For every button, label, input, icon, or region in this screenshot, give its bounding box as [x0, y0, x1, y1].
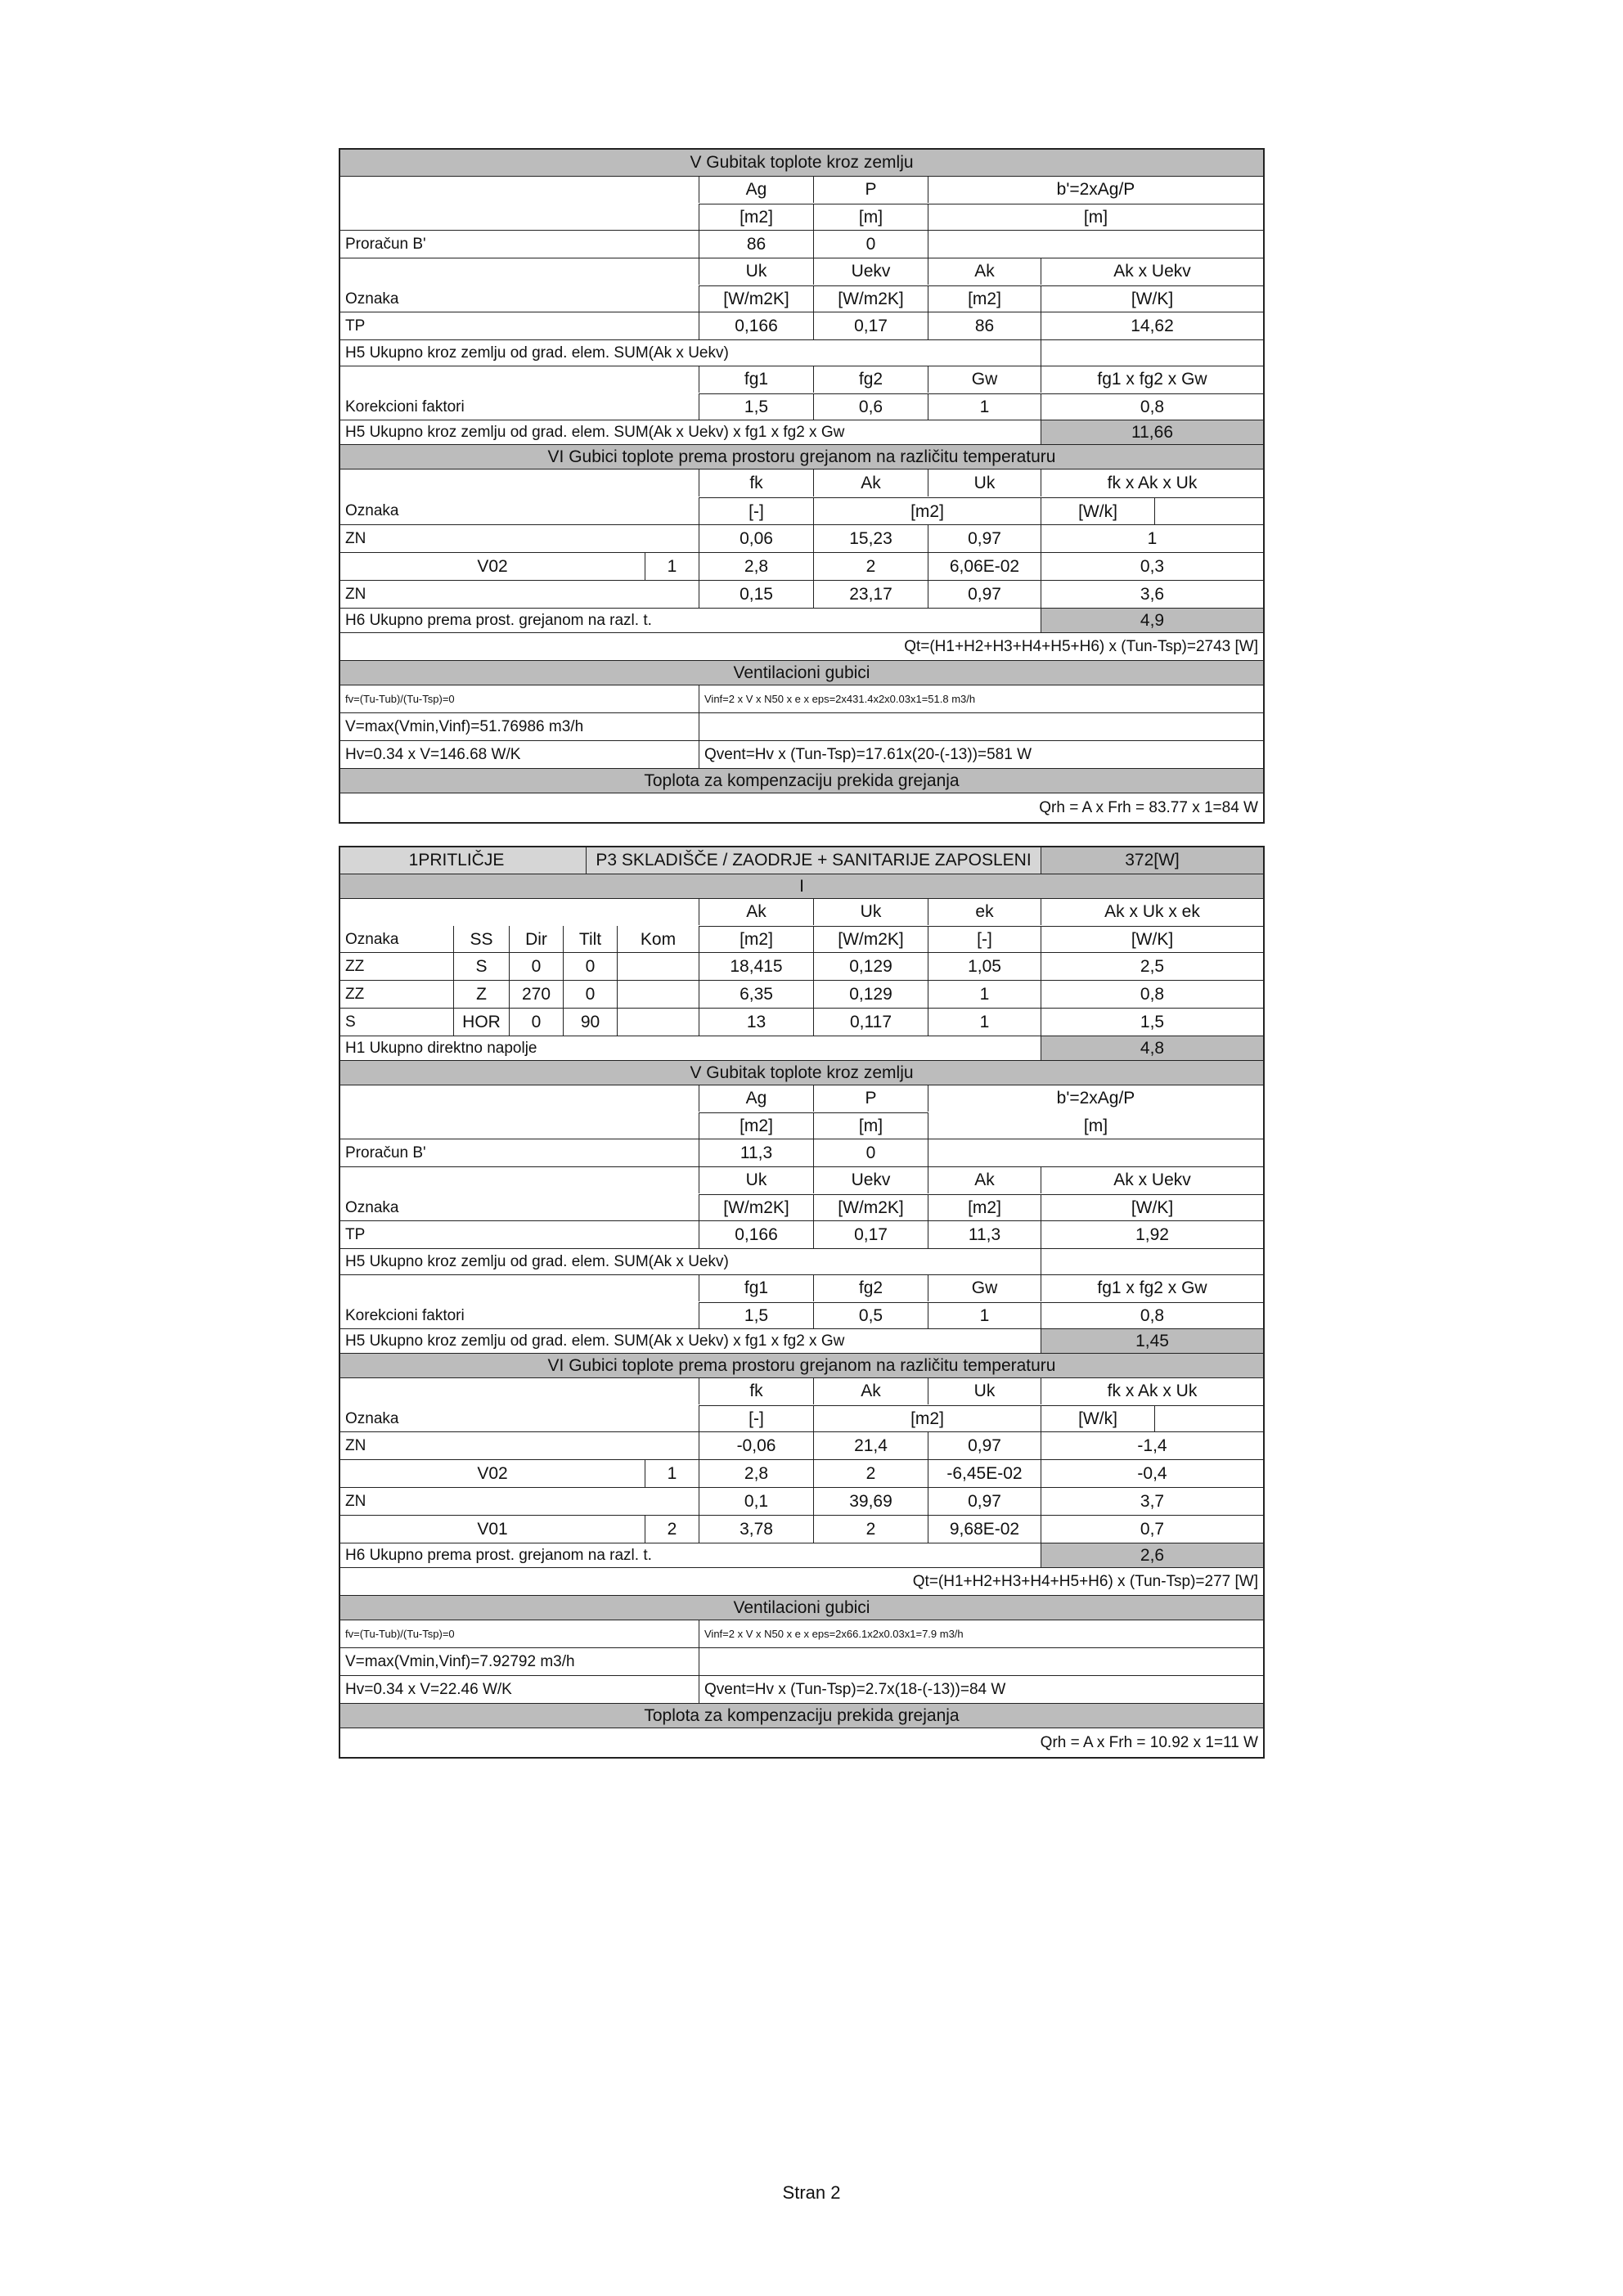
- row-uk: 0,97: [928, 1432, 1041, 1459]
- row-uk: -6,45E-02: [928, 1460, 1041, 1487]
- row-ss: HOR: [453, 1009, 509, 1036]
- fg1-value: 1,5: [699, 393, 813, 420]
- qrh-value: Qrh = A x Frh = 10.92 x 1=11 W: [1040, 1733, 1258, 1751]
- korek-block: [340, 1274, 1263, 1328]
- page-number: Stran 2: [782, 2182, 841, 2203]
- room-table-p3: [339, 846, 1265, 1759]
- col-fk: fk: [699, 470, 813, 496]
- section-header-komp: [340, 1703, 1263, 1728]
- col-uk: Uk: [699, 1167, 813, 1193]
- section-title: Toplota za kompenzaciju prekida grejanja: [340, 1704, 1263, 1728]
- row-fk: 0,1: [699, 1488, 813, 1515]
- section-title: VI Gubici toplote prema prostoru grejanom na različitu temperaturu: [340, 445, 1263, 469]
- unit-m2: [m2]: [699, 204, 813, 231]
- room-name: P3 SKLADIŠČE / ZAODRJE + SANITARIJE ZAPOSLENI: [586, 847, 1041, 874]
- qt-row: [340, 632, 1263, 660]
- vinf-value: Vinf=2 x V x N50 x e x eps=2x66.1x2x0.03x1=7.9 m3/h: [699, 1620, 1263, 1647]
- value-p: 0: [813, 231, 928, 258]
- tp-label: TP: [345, 1225, 366, 1243]
- col-uk: Uk: [928, 1378, 1041, 1404]
- h6-label: H6 Ukupno prema prost. grejanom na razl. t.: [345, 1546, 652, 1564]
- fg2-value: 0,5: [813, 1302, 928, 1329]
- room-subheader: [340, 874, 1263, 898]
- col-ek: ek: [928, 899, 1041, 925]
- row-kom: [617, 1009, 699, 1036]
- vinf-value: Vinf=2 x V x N50 x e x eps=2x431.4x2x0.03x1=51.8 m3/h: [699, 685, 1263, 712]
- h5-sum-row: [340, 1248, 1263, 1274]
- value-b: [928, 231, 1263, 258]
- unit-wk: [W/K]: [1041, 1194, 1263, 1221]
- h5-sum-value: [1041, 1249, 1263, 1274]
- row-fk: 2,8: [699, 553, 813, 580]
- qvent-value: Qvent=Hv x (Tun-Tsp)=2.7x(18-(-13))=84 W: [699, 1676, 1263, 1703]
- tp-result: 1,92: [1041, 1221, 1263, 1248]
- h5-total-row: [340, 1328, 1263, 1353]
- temp-row: [340, 552, 1263, 580]
- fg-result-value: 0,8: [1041, 393, 1263, 420]
- row-name: ZN: [345, 585, 366, 603]
- hv-value: Hv=0.34 x V=22.46 W/K: [345, 1680, 512, 1698]
- section-title: V Gubitak toplote kroz zemlju: [340, 1061, 1263, 1085]
- tp-row: [340, 1220, 1263, 1248]
- oznaka-label: Oznaka: [345, 930, 399, 948]
- col-fg1: fg1: [699, 366, 813, 393]
- row-ek: 1: [928, 981, 1041, 1008]
- tp-uekv: 0,17: [813, 312, 928, 339]
- row-tilt: 0: [563, 953, 617, 980]
- row-count: 2: [645, 1516, 699, 1543]
- qt-value: Qt=(H1+H2+H3+H4+H5+H6) x (Tun-Tsp)=277 [W]: [912, 1572, 1258, 1590]
- row-uk: 0,97: [928, 525, 1041, 552]
- unit-wk: [W/k]: [1041, 497, 1155, 525]
- row-sub: V02: [477, 556, 508, 576]
- temp-row: [340, 524, 1263, 552]
- row-result: 1,5: [1041, 1009, 1263, 1036]
- room-header: [340, 847, 1263, 874]
- sub-mark: I: [340, 874, 1263, 898]
- row-dir: 0: [509, 953, 563, 980]
- col-uekv: Uekv: [813, 1167, 928, 1193]
- section-title: V Gubitak toplote kroz zemlju: [340, 150, 1263, 176]
- h5-sum-label: H5 Ukupno kroz zemlju od grad. elem. SUM(Ak x Uekv): [345, 344, 729, 362]
- value-ag: 86: [699, 231, 813, 258]
- section-header-vent: [340, 660, 1263, 685]
- section-title: Toplota za kompenzaciju prekida grejanja: [340, 769, 1263, 793]
- row-uk: 0,129: [813, 953, 928, 980]
- row-ss: S: [453, 953, 509, 980]
- hv-value: Hv=0.34 x V=146.68 W/K: [345, 745, 521, 763]
- row-result: 2,5: [1041, 953, 1263, 980]
- row-result: 0,7: [1041, 1516, 1263, 1543]
- unit-wk: [W/k]: [1041, 1405, 1155, 1432]
- temp-row: [340, 1487, 1263, 1515]
- row-ek: 1,05: [928, 953, 1041, 980]
- value-p: 0: [813, 1139, 928, 1166]
- section-header-ground: [340, 150, 1263, 176]
- fg2-value: 0,6: [813, 393, 928, 420]
- col-fg1: fg1: [699, 1275, 813, 1301]
- row-ak: 2: [813, 553, 928, 580]
- h6-total: 4,9: [1041, 609, 1263, 632]
- unit-m2-b: [m2]: [928, 1194, 1041, 1221]
- col-gw: Gw: [928, 366, 1041, 393]
- row-name: ZZ: [345, 985, 365, 1003]
- fv-value: fv=(Tu-Tub)/(Tu-Tsp)=0: [345, 1628, 455, 1640]
- direct-row: [340, 952, 1263, 980]
- col-b: b'=2xAg/P: [928, 177, 1263, 203]
- h5-total-value: 1,45: [1041, 1329, 1263, 1353]
- col-ak: Ak: [699, 899, 813, 925]
- unit-empty: [1155, 497, 1263, 525]
- col-ak: Ak: [928, 1167, 1041, 1193]
- unit-dash: [-]: [928, 926, 1041, 953]
- unit-m2: [m2]: [699, 926, 813, 953]
- unit-dash: [-]: [699, 497, 813, 525]
- col-tilt: Tilt: [563, 926, 617, 953]
- row-tilt: 0: [563, 981, 617, 1008]
- calc-b-row: [340, 230, 1263, 258]
- vent-row: [340, 1647, 1263, 1675]
- vent-row: [340, 685, 1263, 712]
- col-p: P: [813, 1085, 928, 1112]
- gw-value: 1: [928, 393, 1041, 420]
- unit-wk: [W/K]: [1041, 926, 1263, 953]
- row-sub: V01: [477, 1519, 508, 1539]
- row-sub: V02: [477, 1463, 508, 1483]
- oznaka-label: Oznaka: [345, 1198, 399, 1216]
- h6-row: [340, 608, 1263, 632]
- row-result: 3,7: [1041, 1488, 1263, 1515]
- col-result: Ak x Uk x ek: [1041, 899, 1263, 925]
- unit-empty: [1155, 1405, 1263, 1432]
- row-ak: 18,415: [699, 953, 813, 980]
- row-kom: [617, 953, 699, 980]
- vent-empty: [699, 713, 1263, 740]
- value-b: [928, 1139, 1263, 1166]
- temp-header: [340, 469, 1263, 524]
- h5-sum-label: H5 Ukupno kroz zemlju od grad. elem. SUM(Ak x Uekv): [345, 1252, 729, 1270]
- ground-header: [340, 1166, 1263, 1220]
- row-name: ZN: [345, 1436, 366, 1454]
- h5-total-row: [340, 420, 1263, 444]
- qt-row: [340, 1567, 1263, 1595]
- col-ag: Ag: [699, 177, 813, 203]
- unit-wm2k-2: [W/m2K]: [813, 285, 928, 312]
- unit-dash: [-]: [699, 1405, 813, 1432]
- h5-sum-value: [1041, 340, 1263, 366]
- unit-m2-b: [m2]: [928, 285, 1041, 312]
- row-ak: 2: [813, 1516, 928, 1543]
- korek-label: Korekcioni faktori: [345, 398, 465, 416]
- col-uk: Uk: [699, 258, 813, 285]
- vmax-value: V=max(Vmin,Vinf)=51.76986 m3/h: [345, 717, 584, 735]
- vent-row: [340, 740, 1263, 768]
- direct-row: [340, 1008, 1263, 1036]
- row-result: 0,8: [1041, 981, 1263, 1008]
- oznaka-label: Oznaka: [345, 290, 399, 308]
- ground-header: [340, 258, 1263, 312]
- row-ak: 6,35: [699, 981, 813, 1008]
- row-uk: 0,97: [928, 581, 1041, 608]
- row-dir: 270: [509, 981, 563, 1008]
- col-gw: Gw: [928, 1275, 1041, 1301]
- vmax-value: V=max(Vmin,Vinf)=7.92792 m3/h: [345, 1652, 575, 1670]
- section-title: VI Gubici toplote prema prostoru grejanom na različitu temperaturu: [340, 1354, 1263, 1377]
- ground-loss-table-1: [339, 148, 1265, 824]
- qvent-value: Qvent=Hv x (Tun-Tsp)=17.61x(20-(-13))=581 W: [699, 741, 1263, 768]
- temp-header: [340, 1377, 1263, 1431]
- value-ag: 11,3: [699, 1139, 813, 1166]
- unit-wk: [W/K]: [1041, 285, 1263, 312]
- col-p: P: [813, 177, 928, 203]
- row-dir: 0: [509, 1009, 563, 1036]
- h1-row: [340, 1036, 1263, 1060]
- col-fg-result: fg1 x fg2 x Gw: [1041, 366, 1263, 393]
- calc-label: Proračun B': [345, 235, 426, 253]
- section-title: Ventilacioni gubici: [340, 1596, 1263, 1620]
- row-name: S: [345, 1013, 356, 1031]
- row-result: -0,4: [1041, 1460, 1263, 1487]
- unit-m2: [m2]: [813, 497, 1041, 525]
- col-fk-result: fk x Ak x Uk: [1041, 470, 1263, 496]
- section-header-ground: [340, 1060, 1263, 1085]
- row-count: 1: [645, 553, 699, 580]
- row-result: 0,3: [1041, 553, 1263, 580]
- calc-b-row: [340, 1139, 1263, 1166]
- tp-uekv: 0,17: [813, 1221, 928, 1248]
- col-akuekv: Ak x Uekv: [1041, 258, 1263, 285]
- row-name: ZZ: [345, 957, 365, 975]
- row-fk: 3,78: [699, 1516, 813, 1543]
- tp-row: [340, 312, 1263, 339]
- fv-value: fv=(Tu-Tub)/(Tu-Tsp)=0: [345, 693, 455, 705]
- col-ak: Ak: [813, 1378, 928, 1404]
- unit-wm2k: [W/m2K]: [813, 926, 928, 953]
- row-uk: 0,117: [813, 1009, 928, 1036]
- row-ak: 13: [699, 1009, 813, 1036]
- col-fg2: fg2: [813, 366, 928, 393]
- calc-label: Proračun B': [345, 1144, 426, 1161]
- qrh-row: [340, 793, 1263, 822]
- h6-total: 2,6: [1041, 1543, 1263, 1567]
- vent-row: [340, 1620, 1263, 1647]
- vent-row: [340, 712, 1263, 740]
- unit-m-b: [m]: [928, 1112, 1263, 1139]
- qrh-value: Qrh = A x Frh = 83.77 x 1=84 W: [1039, 798, 1258, 816]
- h6-row: [340, 1543, 1263, 1567]
- unit-wm2k-2: [W/m2K]: [813, 1194, 928, 1221]
- row-name: ZN: [345, 1492, 366, 1510]
- unit-m-b: [m]: [928, 204, 1263, 231]
- unit-m2: [m2]: [699, 1112, 813, 1139]
- oznaka-label: Oznaka: [345, 1409, 399, 1427]
- row-ak: 15,23: [813, 525, 928, 552]
- col-b: b'=2xAg/P: [928, 1085, 1263, 1112]
- col-uekv: Uekv: [813, 258, 928, 285]
- row-count: 1: [645, 1460, 699, 1487]
- col-fg-result: fg1 x fg2 x Gw: [1041, 1275, 1263, 1301]
- col-fk: fk: [699, 1378, 813, 1404]
- unit-m: [m]: [813, 1112, 928, 1139]
- tp-ak: 11,3: [928, 1221, 1041, 1248]
- row-uk: 6,06E-02: [928, 553, 1041, 580]
- col-fk-result: fk x Ak x Uk: [1041, 1378, 1263, 1404]
- col-uk: Uk: [928, 470, 1041, 496]
- row-kom: [617, 981, 699, 1008]
- h1-label: H1 Ukupno direktno napolje: [345, 1039, 537, 1057]
- col-ag: Ag: [699, 1085, 813, 1112]
- direct-row: [340, 980, 1263, 1008]
- unit-wm2k: [W/m2K]: [699, 1194, 813, 1221]
- korek-label: Korekcioni faktori: [345, 1306, 465, 1324]
- gw-value: 1: [928, 1302, 1041, 1329]
- col-dir: Dir: [509, 926, 563, 953]
- row-uk: 0,97: [928, 1488, 1041, 1515]
- row-uk: 0,129: [813, 981, 928, 1008]
- row-fk: 0,15: [699, 581, 813, 608]
- direct-header: [340, 898, 1263, 952]
- row-ak: 39,69: [813, 1488, 928, 1515]
- col-akuekv: Ak x Uekv: [1041, 1167, 1263, 1193]
- tp-result: 14,62: [1041, 312, 1263, 339]
- row-ek: 1: [928, 1009, 1041, 1036]
- room-header-gap: [573, 847, 586, 874]
- row-fk: 2,8: [699, 1460, 813, 1487]
- qt-value: Qt=(H1+H2+H3+H4+H5+H6) x (Tun-Tsp)=2743 [W]: [904, 637, 1258, 655]
- section-header-komp: [340, 768, 1263, 793]
- row-ak: 21,4: [813, 1432, 928, 1459]
- row-uk: 9,68E-02: [928, 1516, 1041, 1543]
- h1-total: 4,8: [1041, 1036, 1263, 1060]
- tp-uk: 0,166: [699, 1221, 813, 1248]
- temp-row: [340, 1515, 1263, 1543]
- row-fk: 0,06: [699, 525, 813, 552]
- row-result: 1: [1041, 525, 1263, 552]
- col-ss: SS: [453, 926, 509, 953]
- row-tilt: 90: [563, 1009, 617, 1036]
- section-title: Ventilacioni gubici: [340, 661, 1263, 685]
- temp-row: [340, 1431, 1263, 1459]
- oznaka-label: Oznaka: [345, 502, 399, 519]
- col-ak: Ak: [813, 470, 928, 496]
- row-ak: 2: [813, 1460, 928, 1487]
- row-result: -1,4: [1041, 1432, 1263, 1459]
- temp-row: [340, 580, 1263, 608]
- col-uk: Uk: [813, 899, 928, 925]
- floor-label: 1PRITLIČJE: [340, 847, 573, 874]
- h5-total-label: H5 Ukupno kroz zemlju od grad. elem. SUM(Ak x Uekv) x fg1 x fg2 x Gw: [345, 1332, 845, 1350]
- room-power: 372[W]: [1041, 847, 1263, 874]
- fg1-value: 1,5: [699, 1302, 813, 1329]
- row-name: ZN: [345, 529, 366, 547]
- h5-total-label: H5 Ukupno kroz zemlju od grad. elem. SUM(Ak x Uekv) x fg1 x fg2 x Gw: [345, 423, 845, 441]
- temp-row: [340, 1459, 1263, 1487]
- korek-block: [340, 366, 1263, 420]
- row-fk: -0,06: [699, 1432, 813, 1459]
- section-header-temp: [340, 444, 1263, 469]
- row-result: 3,6: [1041, 581, 1263, 608]
- unit-m2: [m2]: [813, 1405, 1041, 1432]
- unit-m: [m]: [813, 204, 928, 231]
- qrh-row: [340, 1728, 1263, 1757]
- row-ak: 23,17: [813, 581, 928, 608]
- calc-b-header: [340, 176, 1263, 230]
- fg-result-value: 0,8: [1041, 1302, 1263, 1329]
- tp-uk: 0,166: [699, 312, 813, 339]
- col-kom: Kom: [617, 926, 699, 953]
- h5-sum-row: [340, 339, 1263, 366]
- section-header-vent: [340, 1595, 1263, 1620]
- vent-empty: [699, 1648, 1263, 1675]
- tp-ak: 86: [928, 312, 1041, 339]
- vent-row: [340, 1675, 1263, 1703]
- col-fg2: fg2: [813, 1275, 928, 1301]
- row-ss: Z: [453, 981, 509, 1008]
- h6-label: H6 Ukupno prema prost. grejanom na razl. t.: [345, 611, 652, 629]
- col-ak: Ak: [928, 258, 1041, 285]
- h5-total-value: 11,66: [1041, 420, 1263, 444]
- unit-wm2k: [W/m2K]: [699, 285, 813, 312]
- tp-label: TP: [345, 317, 366, 335]
- section-header-temp: [340, 1353, 1263, 1377]
- calc-b-header: [340, 1085, 1263, 1139]
